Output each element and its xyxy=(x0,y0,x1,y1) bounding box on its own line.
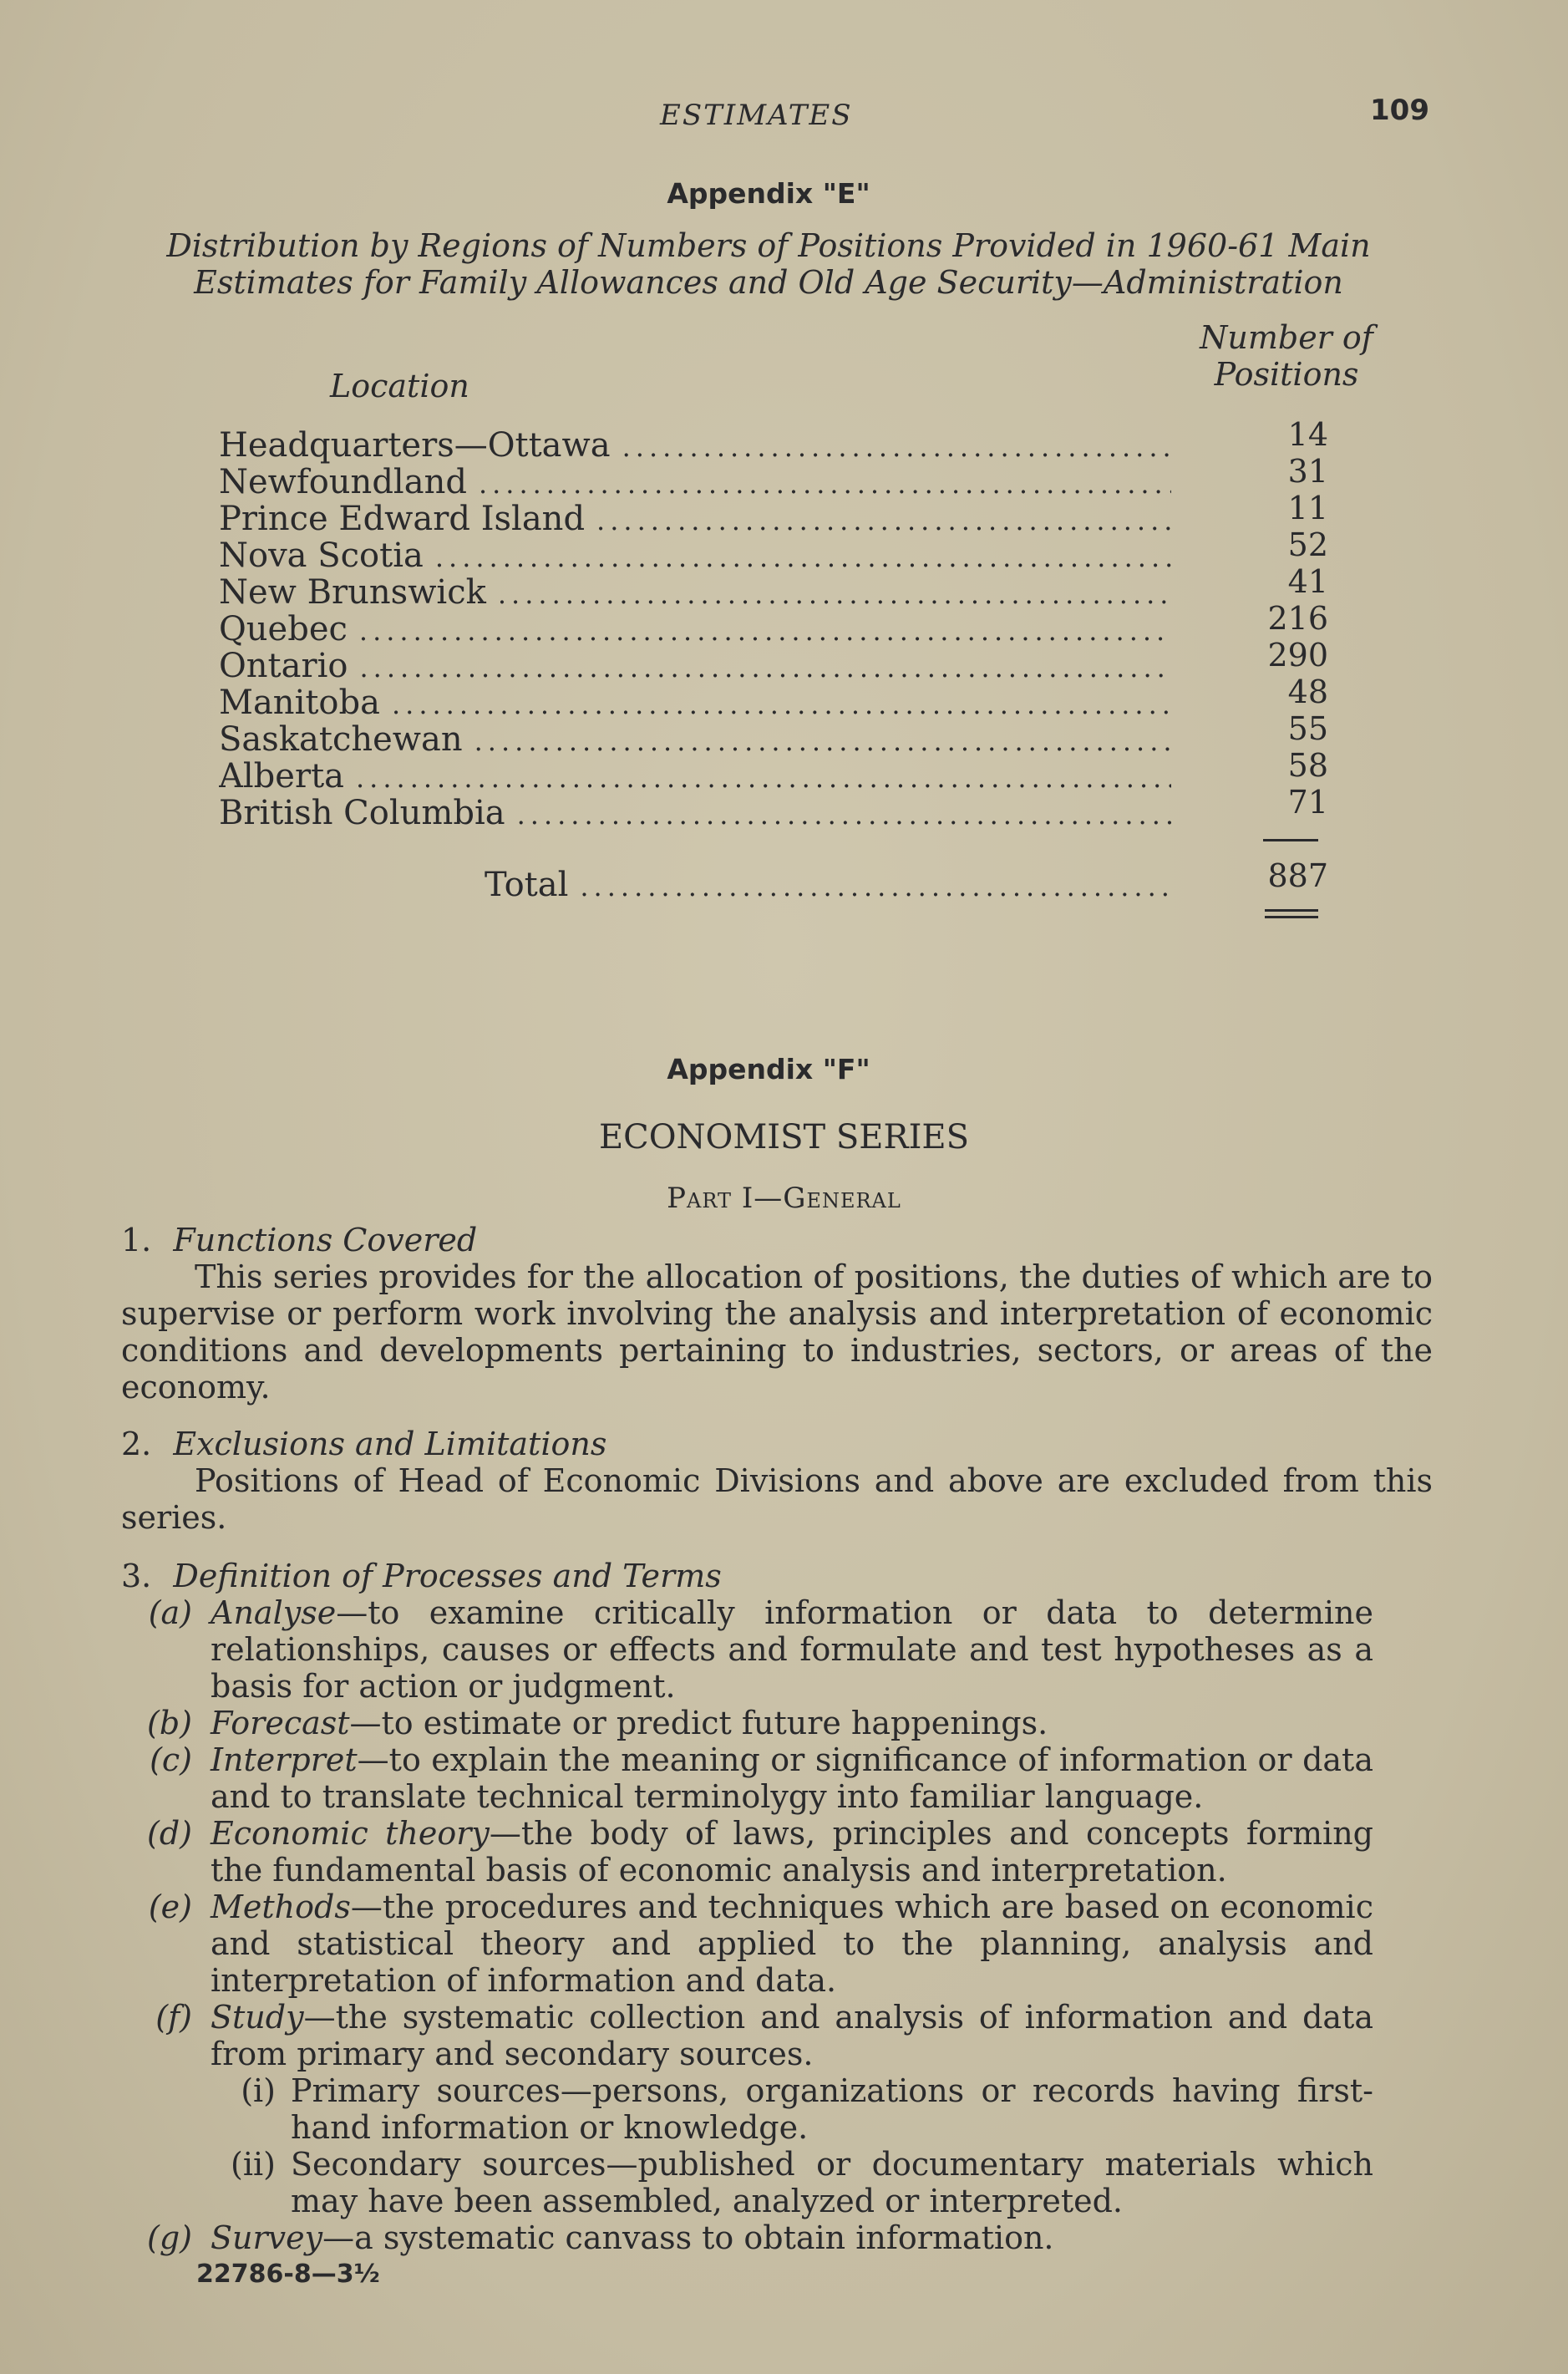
table-row-positions: 71 xyxy=(1287,784,1328,821)
item-text: Methods—the procedures and techniques which are based on economic and statistical theory and applied to the planning, analysis and interpretation of information and data. xyxy=(211,1889,1373,1999)
table-row-positions: 48 xyxy=(1287,674,1328,710)
table-total-label: Total ..... xyxy=(485,866,1171,904)
table-row-positions: 31 xyxy=(1287,453,1328,490)
item-letter: (g) xyxy=(147,2219,192,2256)
appendix-f-heading: Appendix "F" xyxy=(667,1053,870,1085)
appendix-e-title-line-1: Distribution by Regions of Numbers of Positions Provided in 1960-61 Main xyxy=(166,227,1371,264)
table-row-location: Quebec ..... xyxy=(219,610,1171,648)
total-rule-bottom xyxy=(1265,916,1318,918)
table-row-location: Prince Edward Island ..... xyxy=(219,500,1171,538)
page-number: 109 xyxy=(1370,94,1429,127)
item-letter: (c) xyxy=(150,1741,192,1778)
table-row-positions: 14 xyxy=(1287,416,1328,453)
item-letter: (d) xyxy=(147,1815,192,1852)
definition-item xyxy=(125,1999,1437,2072)
table-row-location: New Brunswick ..... xyxy=(219,573,1171,612)
section-title: Definition of Processes and Terms xyxy=(173,1558,722,1594)
series-title: ECONOMIST SERIES xyxy=(598,1118,970,1156)
table-row-location: Nova Scotia ..... xyxy=(219,536,1171,575)
item-text: Study—the systematic collection and analysis of information and data from primary and secondary sources. xyxy=(211,1999,1373,2072)
section-title: Exclusions and Limitations xyxy=(173,1426,607,1462)
definition-item xyxy=(125,1889,1437,1999)
footer-code: 22786-8—3½ xyxy=(196,2260,380,2289)
table-total-value: 887 xyxy=(1267,857,1328,894)
column-header-positions-line-2: Positions xyxy=(1214,356,1359,393)
table-row-positions: 216 xyxy=(1267,600,1328,637)
table-row-positions: 290 xyxy=(1267,637,1328,674)
definition-item xyxy=(125,2219,1437,2256)
table-row-location: Manitoba ..... xyxy=(219,684,1171,722)
section-1-heading xyxy=(121,1222,477,1258)
table-row-location: Ontario ..... xyxy=(219,647,1171,685)
sub-item-number: (ii) xyxy=(231,2146,276,2183)
column-header-location: Location xyxy=(330,368,469,404)
appendix-e-title xyxy=(109,227,1428,301)
section-number: 1. xyxy=(121,1222,152,1258)
appendix-e-title-line-2: Estimates for Family Allowances and Old Age Security—Administration xyxy=(194,264,1343,301)
table-row-location: Headquarters—Ottawa ..... xyxy=(219,426,1171,465)
sub-item xyxy=(209,2146,1437,2219)
item-letter: (e) xyxy=(148,1889,192,1925)
sub-item-number: (i) xyxy=(241,2072,276,2109)
section-number: 2. xyxy=(121,1426,152,1462)
section-2-heading xyxy=(121,1426,606,1462)
item-text: Interpret—to explain the meaning or significance of information or data and to translate technical terminolygy into familiar language. xyxy=(211,1741,1373,1815)
subtotal-rule xyxy=(1263,839,1318,841)
running-title: ESTIMATES xyxy=(660,99,853,132)
section-1-text: This series provides for the allocation of positions, the duties of which are to supervise or perform work involving the analysis and interpretation of economic conditions and developments pertaining to industries, sectors, or areas of the economy. xyxy=(121,1258,1433,1406)
item-letter: (a) xyxy=(148,1594,192,1631)
item-text: Survey—a systematic canvass to obtain information. xyxy=(211,2219,1054,2256)
item-text: Economic theory—the body of laws, principles and concepts forming the fundamental basis of economic analysis and interpretation. xyxy=(211,1815,1373,1889)
table-row-positions: 52 xyxy=(1287,526,1328,563)
column-header-positions xyxy=(1161,319,1412,393)
definition-item xyxy=(125,1594,1437,1705)
table-row-positions: 55 xyxy=(1287,710,1328,747)
item-letter: (f) xyxy=(155,1999,192,2036)
item-text: Analyse—to examine critically information or data to determine relationships, causes or effects and formulate and test hypotheses as a basis for action or judgment. xyxy=(211,1594,1373,1705)
table-row-location: Newfoundland ..... xyxy=(219,463,1171,501)
sub-item-text: Secondary sources—published or documentary materials which may have been assembled, analyzed or interpreted. xyxy=(291,2146,1373,2219)
item-text: Forecast—to estimate or predict future happenings. xyxy=(211,1705,1048,1741)
total-rule-top xyxy=(1265,909,1318,912)
column-header-positions-line-1: Number of xyxy=(1200,319,1373,356)
table-row-positions: 58 xyxy=(1287,747,1328,784)
definition-item xyxy=(125,1705,1437,1741)
section-title: Functions Covered xyxy=(173,1222,478,1258)
table-row-location: Alberta ..... xyxy=(219,757,1171,796)
part-title: Part I—General xyxy=(667,1182,901,1215)
definitions-list xyxy=(125,1594,1437,2256)
table-row-positions: 41 xyxy=(1287,563,1328,600)
sub-item xyxy=(209,2072,1437,2146)
section-2-text: Positions of Head of Economic Divisions and above are excluded from this series. xyxy=(121,1462,1433,1536)
table-row-location: Saskatchewan ..... xyxy=(219,720,1171,759)
appendix-e-heading: Appendix "E" xyxy=(667,177,870,210)
item-letter: (b) xyxy=(147,1705,192,1741)
table-row-positions: 11 xyxy=(1287,490,1328,526)
section-number: 3. xyxy=(121,1558,152,1594)
definition-item xyxy=(125,1815,1437,1889)
table-row-location: British Columbia ..... xyxy=(219,794,1171,832)
sub-item-text: Primary sources—persons, organizations or records having first-hand information or knowledge. xyxy=(291,2072,1373,2146)
definition-item xyxy=(125,1741,1437,1815)
section-3-heading xyxy=(121,1558,722,1594)
